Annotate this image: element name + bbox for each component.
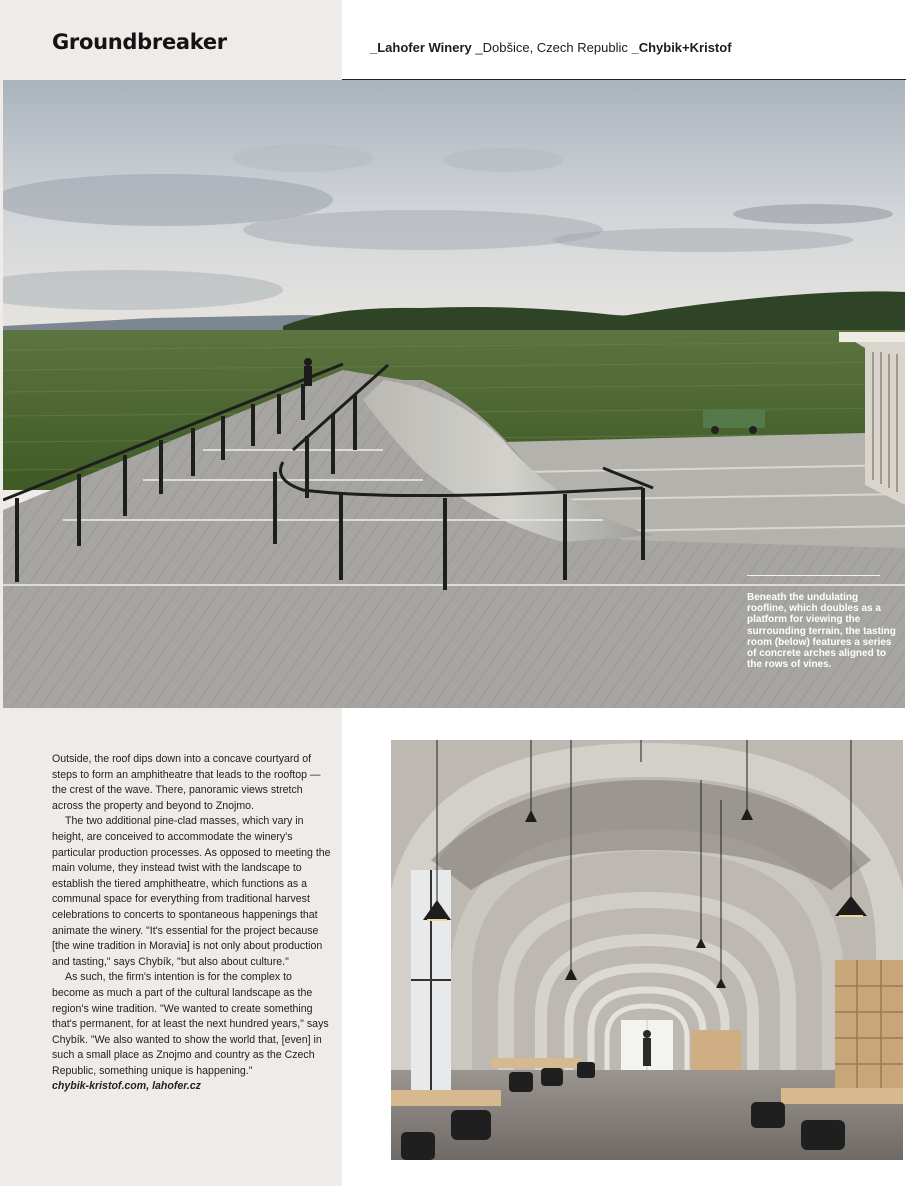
article-paragraph: As such, the firm's intention is for the complex to become as much a part of the cultural landscape as the region's wine tradition. "We wanted to create something that's permanent, for at least the next hundred years," says Chybík. "We also wanted to show the world that, [even] in such a small place as Znojmo and country as the Czech Republic, something unique is happening." bbox=[52, 971, 329, 1077]
tasting-room-photo bbox=[391, 740, 903, 1160]
article-body bbox=[52, 752, 332, 1095]
project-credits bbox=[370, 40, 732, 55]
article-paragraph: The two additional pine-clad masses, which vary in height, are conceived to accommodate the winery's particular production processes. As opposed to meeting the main volume, they instead twist with the landscape to establish the tiered amphitheatre, which functions as a communal space for everything from traditional harvest celebrations to concerts to spontaneous happenings that animate the winery. "It's essential for the project because [the wine tradition in Moravia] is not only about production and tasting," says Chybík, "but also about culture." bbox=[52, 815, 331, 968]
architect-name: _Chybik+Kristof bbox=[631, 40, 732, 55]
caption-rule bbox=[747, 575, 880, 576]
tasting-room-illustration bbox=[391, 740, 903, 1160]
photo-caption: Beneath the undulating roofline, which doubles as a platform for viewing the surrounding terrain, the tasting room (below) features a series of concrete arches aligned to the rows of vines. bbox=[747, 592, 896, 671]
website-links[interactable]: chybik-kristof.com, lahofer.cz bbox=[52, 1080, 201, 1093]
article-paragraph: Outside, the roof dips down into a concave courtyard of steps to form an amphitheatre that leads to the rooftop — the crest of the wave. There, panoramic views stretch across the property and beyond to Znojmo. bbox=[52, 753, 321, 812]
project-location: _Dobšice, Czech Republic bbox=[475, 40, 628, 55]
section-title: Groundbreaker bbox=[52, 30, 227, 54]
project-name: _Lahofer Winery bbox=[370, 40, 472, 55]
